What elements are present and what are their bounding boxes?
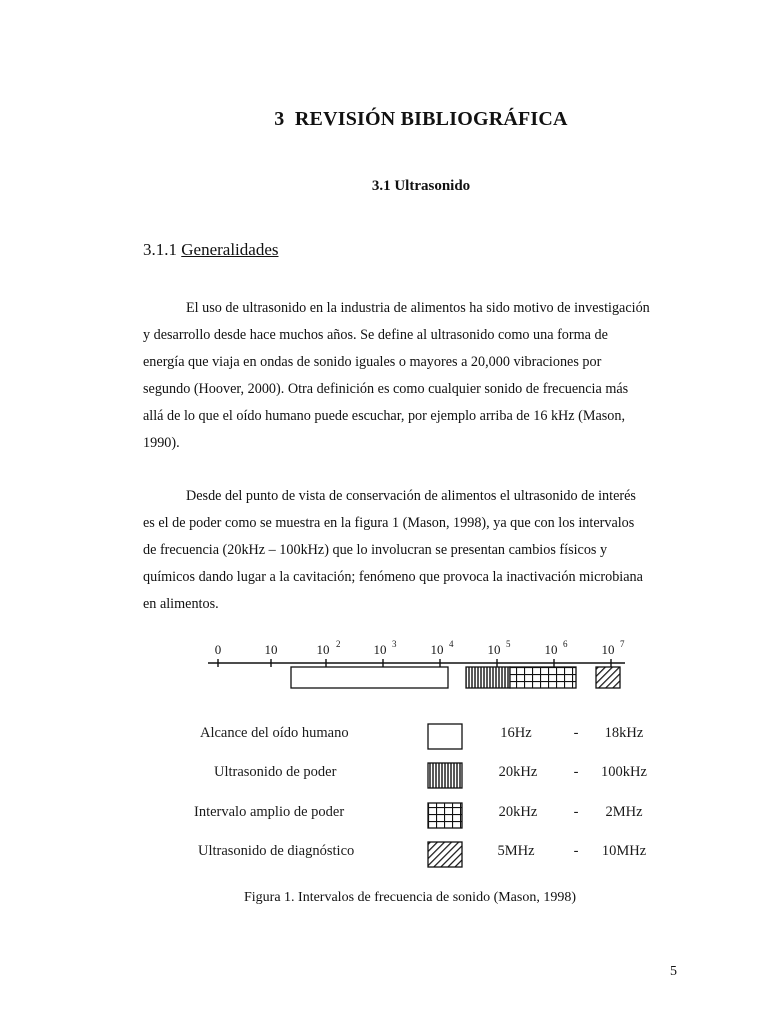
range-bar-diagnostic bbox=[596, 667, 620, 688]
paragraph-line: es el de poder como se muestra en la figura 1 (Mason, 1998), ya que con los intervalos bbox=[143, 515, 635, 531]
legend-from: 20kHz bbox=[498, 764, 538, 780]
scale-tick-label: 10 bbox=[264, 642, 278, 657]
legend-from: 16Hz bbox=[500, 725, 532, 741]
scale-tick-label: 10 bbox=[316, 642, 330, 657]
legend-swatch-diagonal bbox=[428, 842, 462, 867]
subsection-title bbox=[143, 240, 278, 260]
legend-swatch-grid bbox=[428, 803, 462, 828]
figure-caption: Figura 1. Intervalos de frecuencia de sonido (Mason, 1998) bbox=[243, 890, 576, 905]
subsection-title-text: Generalidades bbox=[181, 240, 279, 259]
range-bar-human-hearing bbox=[291, 667, 448, 688]
paragraph-line: energía que viaja en ondas de sonido iguales o mayores a 20,000 vibraciones por bbox=[143, 354, 602, 370]
chapter-title-text: REVISIÓN BIBLIOGRÁFICA bbox=[294, 108, 568, 130]
scale-tick-label: 10 bbox=[373, 642, 387, 657]
section-title-text: Ultrasonido bbox=[394, 178, 471, 194]
legend-dash: - bbox=[573, 764, 579, 780]
scale-tick-exponent: 4 bbox=[449, 639, 454, 649]
chapter-title bbox=[0, 108, 768, 131]
range-bar-broad-power bbox=[510, 667, 576, 688]
paragraph-line: segundo (Hoover, 2000). Otra definición es como cualquier sonido de frecuencia más bbox=[143, 381, 629, 397]
scale-tick-exponent: 6 bbox=[563, 639, 568, 649]
legend-from: 20kHz bbox=[498, 804, 538, 820]
range-bar-power-ultrasound bbox=[466, 667, 510, 688]
scale-tick-label: 10 bbox=[430, 642, 444, 657]
frequency-figure bbox=[180, 632, 680, 872]
legend-dash: - bbox=[573, 725, 579, 741]
legend-label: Intervalo amplio de poder bbox=[194, 804, 345, 820]
legend-swatch-vertical-lines bbox=[428, 763, 462, 788]
legend-dash: - bbox=[573, 804, 579, 820]
paragraph-line: 1990). bbox=[143, 435, 180, 451]
paragraph-line: químicos dando lugar a la cavitación; fenómeno que provoca la inactivación microbiana bbox=[143, 569, 643, 585]
scale-tick-exponent: 7 bbox=[620, 639, 625, 649]
legend-from: 5MHz bbox=[497, 843, 535, 859]
page-number: 5 bbox=[670, 964, 677, 979]
legend-to: 2MHz bbox=[605, 804, 643, 820]
section-number: 3.1 bbox=[371, 178, 391, 194]
legend-swatch-blank bbox=[428, 724, 462, 749]
legend-label: Ultrasonido de poder bbox=[214, 764, 337, 780]
legend-label: Ultrasonido de diagnóstico bbox=[198, 843, 355, 859]
paragraph-line: El uso de ultrasonido en la industria de alimentos ha sido motivo de investigación bbox=[186, 300, 650, 316]
scale-tick-label: 10 bbox=[487, 642, 501, 657]
scale-tick-label: 10 bbox=[544, 642, 558, 657]
scale-tick-label: 0 bbox=[214, 642, 222, 657]
legend-to: 100kHz bbox=[601, 764, 647, 780]
scale-tick-label: 10 bbox=[601, 642, 615, 657]
frequency-diagram bbox=[180, 632, 680, 872]
scale-tick-exponent: 3 bbox=[392, 639, 397, 649]
legend-to: 10MHz bbox=[601, 843, 647, 859]
paragraph-line: en alimentos. bbox=[143, 596, 219, 612]
paragraph-line: allá de lo que el oído humano puede escuchar, por ejemplo arriba de 16 kHz (Mason, bbox=[143, 408, 626, 424]
subsection-number: 3.1.1 bbox=[143, 240, 177, 259]
legend-to: 18kHz bbox=[604, 725, 644, 741]
legend-label: Alcance del oído humano bbox=[200, 725, 349, 741]
paragraph-line: y desarrollo desde hace muchos años. Se define al ultrasonido como una forma de bbox=[143, 327, 608, 343]
paragraph-line: Desde del punto de vista de conservación de alimentos el ultrasonido de interés bbox=[186, 488, 636, 504]
paragraph-line: de frecuencia (20kHz – 100kHz) que lo involucran se presentan cambios físicos y bbox=[143, 542, 608, 558]
chapter-number: 3 bbox=[274, 108, 285, 130]
scale-tick-exponent: 2 bbox=[336, 639, 341, 649]
section-title bbox=[0, 178, 768, 195]
legend-dash: - bbox=[573, 843, 579, 859]
scale-tick-exponent: 5 bbox=[506, 639, 511, 649]
